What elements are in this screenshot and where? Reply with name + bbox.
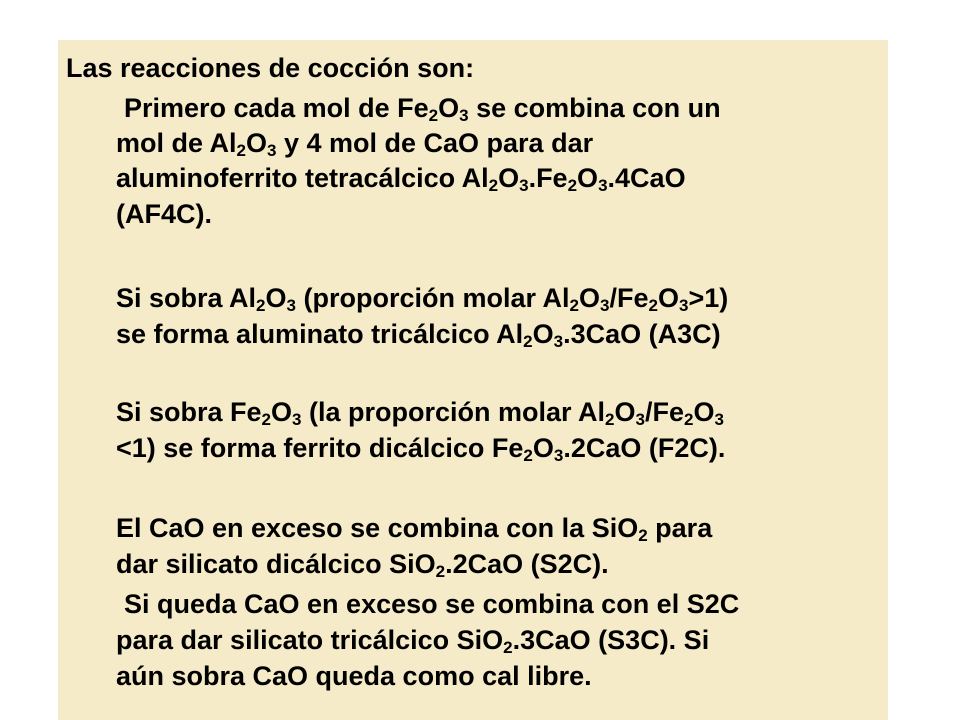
- text-line-heading: Las reacciones de cocción son:: [66, 53, 475, 83]
- text-line-excess-alumina-2: se forma aluminato tricálcico $Al_2O_3.3CaO$ (A3C): [116, 319, 721, 351]
- text-line-first-reaction-2: mol de $Al_2O_3$ y 4 mol de CaO para dar: [116, 128, 594, 160]
- text-line-remaining-lime-3: aún sobra CaO queda como cal libre.: [116, 661, 592, 691]
- text-line-first-reaction-3: aluminoferrito tetracálcico $Al_2O_3.Fe_2O_3.4CaO$: [116, 163, 686, 195]
- text-line-excess-iron-oxide-1: Si sobra $Fe_2O_3$ (la proporción molar $Al_2O_3/Fe_2O_3$: [116, 397, 724, 429]
- text-line-lime-silica-1: El CaO en exceso se combina con la SiO$_2$ para: [116, 513, 713, 545]
- text-line-excess-iron-oxide-2: <1) se forma ferrito dicálcico $Fe_2O_3.2CaO$ (F2C).: [116, 433, 726, 465]
- text-line-first-reaction-4: (AF4C).: [116, 199, 212, 229]
- text-line-lime-silica-2: dar silicato dicálcico SiO$_2$.2CaO (S2C).: [116, 549, 609, 581]
- text-line-first-reaction-1: Primero cada mol de $Fe_2O_3$ se combina con un: [124, 93, 721, 125]
- text-line-remaining-lime-1: Si queda CaO en exceso se combina con el S2C: [124, 589, 740, 619]
- text-line-remaining-lime-2: para dar silicato tricálcico SiO$_2$.3CaO (S3C). Si: [116, 625, 710, 657]
- text-line-excess-alumina-1: Si sobra $Al_2O_3$ (proporción molar $Al_2O_3/Fe_2O_3>1$): [116, 283, 729, 315]
